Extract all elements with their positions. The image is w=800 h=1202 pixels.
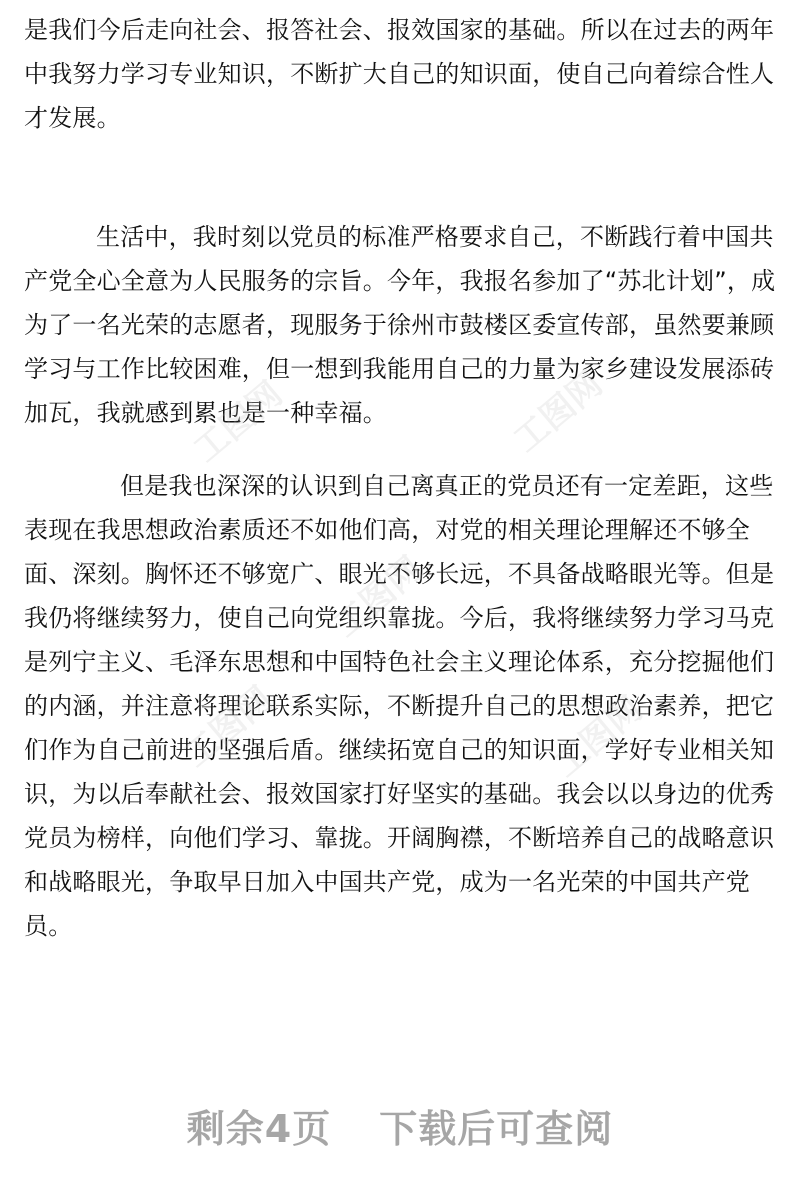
remaining-pages-label: 剩余4页 bbox=[186, 1107, 332, 1151]
download-banner[interactable] bbox=[0, 1098, 800, 1153]
paragraph-1: 是我们今后走向社会、报答社会、报效国家的基础。所以在过去的两年中我努力学习专业知识，不断扩大自己的知识面，使自己向着综合性人才发展。 bbox=[24, 16, 775, 132]
watermark-logo: 工图网 bbox=[546, 689, 651, 786]
watermark-logo: 工图网 bbox=[186, 374, 291, 471]
paragraph-2: 生活中，我时刻以党员的标准严格要求自己，不断践行着中国共产党全心全意为人民服务的宗旨。今年，我报名参加了“苏北计划”，成为了一名光荣的志愿者，现服务于徐州市鼓楼区委宣传部，虽然要兼顾学习与工作比较困难，但一想到我能用自己的力量为家乡建设发展添砖加瓦，我就感到累也是一种幸福。 bbox=[24, 223, 776, 427]
download-hint-label: 下载后可查阅 bbox=[379, 1107, 614, 1151]
watermark-logo: 工图网 bbox=[176, 679, 281, 776]
document-page bbox=[24, 0, 784, 1202]
paragraph-3: 但是我也深深的认识到自己离真正的党员还有一定差距，这些表现在我思想政治素质还不如他们高，对党的相关理论理解还不够全面、深刻。胸怀还不够宽广、眼光不够长远，不具备战略眼光等。但是我仍将继续努力，使自己向党组织靠拢。今后，我将继续努力学习马克是列宁主义、毛泽东思想和中国特色社会主义理论体系，充分挖掘他们的内涵，并注意将理论联系实际，不断提升自己的思想政治素养，把它们作为自己前进的坚强后盾。继续拓宽自己的知识面，学好专业相关知识，为以后奉献社会、报效国家打好坚实的基础。我会以以身边的优秀党员为榜样，向他们学习、靠拢。开阔胸襟，不断培养自己的战略意识和战略眼光，争取早日加入中国共产党，成为一名光荣的中国共产党员。 bbox=[24, 472, 775, 940]
watermark-logo: 工图网 bbox=[506, 364, 611, 461]
watermark-logo: 工图网 bbox=[326, 549, 431, 646]
